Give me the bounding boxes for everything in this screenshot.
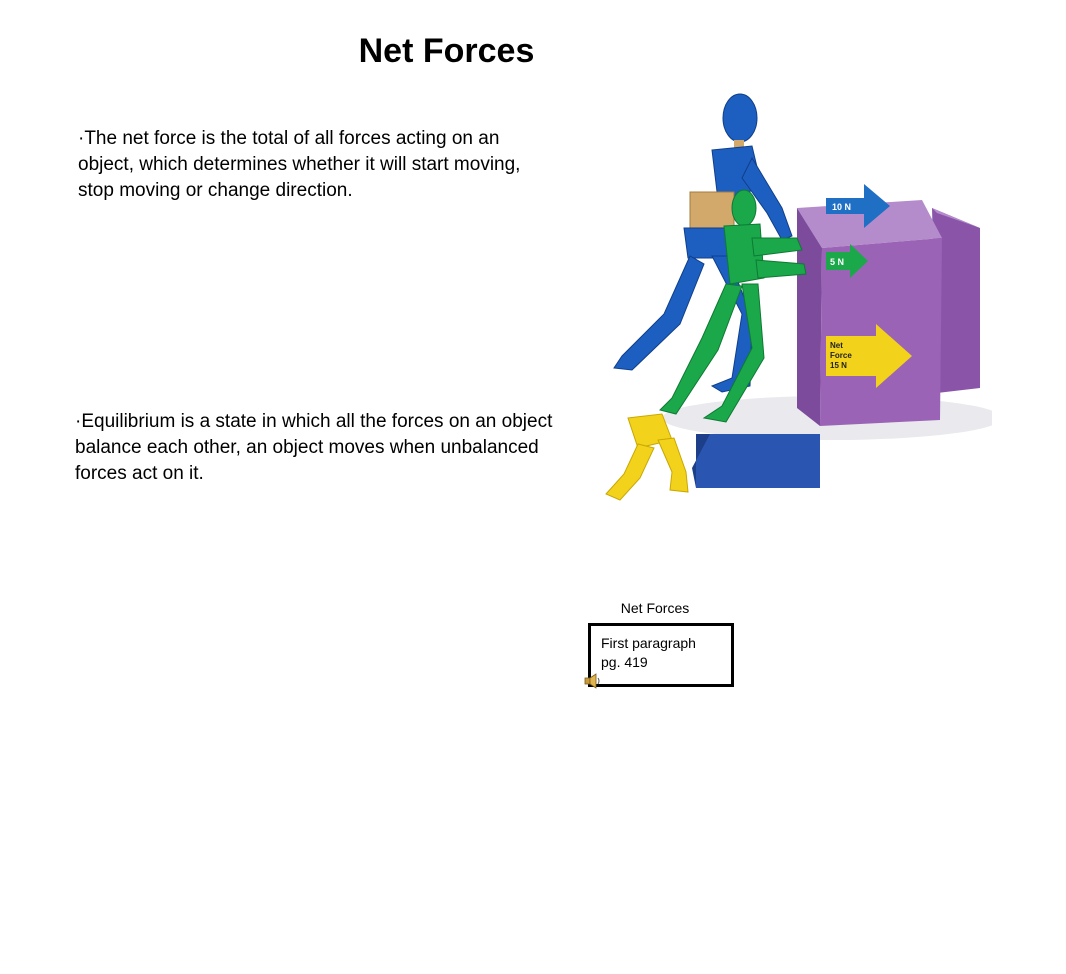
net-force-label-line-1: Net bbox=[830, 341, 843, 350]
arrow-5n-label: 5 N bbox=[830, 257, 845, 267]
arrow-10n-label: 10 N bbox=[832, 202, 852, 212]
equilibrium-paragraph: ·Equilibrium is a state in which all the forces on an object balance each other, an object moves when unbalanced forces act on it. bbox=[75, 411, 553, 484]
reference-line-1: First paragraph bbox=[601, 635, 696, 651]
net-force-label-line-3: 15 N bbox=[830, 361, 847, 370]
net-force-paragraph: ·The net force is the total of all forces acting on an object, which determines whether it will start moving, stop moving or change direction. bbox=[78, 128, 521, 201]
reference-text bbox=[601, 634, 696, 672]
purple-box bbox=[797, 200, 942, 426]
net-force-label-line-2: Force bbox=[830, 351, 852, 360]
reference-box bbox=[588, 623, 734, 687]
mannequins-pushing-box-illustration bbox=[592, 88, 992, 520]
yellow-mannequin bbox=[606, 414, 688, 500]
slide-title: Net Forces bbox=[358, 32, 535, 70]
blue-box bbox=[692, 434, 820, 488]
speaker-icon[interactable] bbox=[583, 672, 603, 690]
reference-caption: Net Forces bbox=[620, 600, 690, 616]
reference-line-2: pg. 419 bbox=[601, 654, 648, 670]
